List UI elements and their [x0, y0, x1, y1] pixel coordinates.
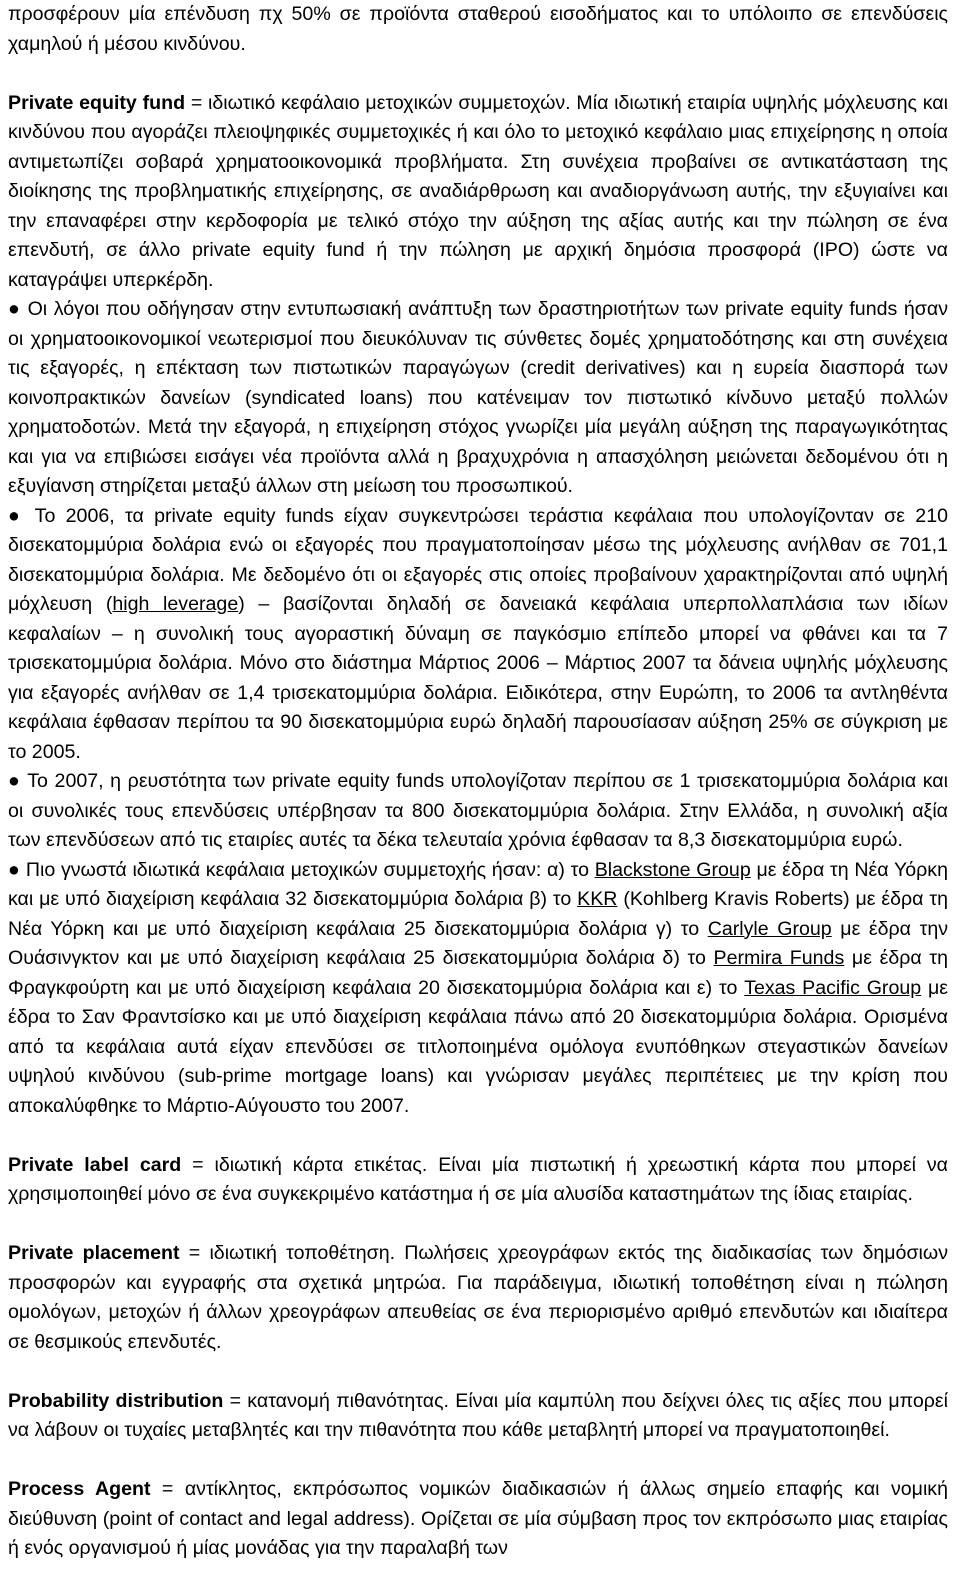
- entry-definition: = ιδιωτική τοποθέτηση. Πωλήσεις χρεογράφων εκτός της διαδικασίας των δημόσιων προσφορών και εγγραφής στα σχετικά μητρώα. Για παράδειγμα, ιδιωτική τοποθέτηση είναι η πώληση ομολόγων, μετοχών ή άλλων χρεογράφων απευθείας σε ένα περιορισμένο αριθμό επενδυτών και ιδιαίτερα σε θεσμικούς επενδυτές.: [8, 1242, 948, 1353]
- entry-definition: = ιδιωτική κάρτα ετικέτας. Είναι μία πιστωτική ή χρεωστική κάρτα που μπορεί να χρησιμοποιηθεί μόνο σε ένα συγκεκριμένο κατάστημα ή σε μία αλυσίδα καταστημάτων της ίδιας εταιρίας.: [8, 1153, 948, 1205]
- link-carlyle-group[interactable]: Carlyle Group: [707, 917, 832, 940]
- entry-term: Private equity fund: [8, 91, 186, 114]
- text-run: με έδρα τη Φραγκφούρτη και με υπό διαχείριση κεφάλαια 20 δισεκατομμύρια δολάρια και ε) το: [8, 947, 948, 999]
- entry-paragraph: [8, 89, 948, 296]
- link-blackstone-group[interactable]: Blackstone Group: [594, 858, 751, 881]
- entry-private-label-card: [8, 1151, 948, 1210]
- entry-term: Private placement: [8, 1242, 180, 1264]
- entry-private-placement: [8, 1239, 948, 1357]
- entry-private-equity-fund: [8, 89, 948, 1122]
- text-run: με έδρα το Σαν Φραντσίσκο και με υπό διαχείριση κεφάλαια πάνω από 20 δισεκατομμύρια δολάρια. Ορισμένα από τα κεφάλαια αυτά είχαν επενδύσει σε τιτλοποιημένα ομόλογα ενυπόθηκων στεγαστικών δανείων υψηλού κινδύνου (sub-prime mortgage loans) και γνώρισαν μεγάλες περιπέτειες με την κρίση που αποκαλύφθηκε το Μάρτιο-Αύγουστο του 2007.: [8, 976, 948, 1117]
- text-run: με έδρα την Ουάσινγκτον και με υπό διαχείριση κεφάλαια 25 δισεκατομμύρια δολάρια δ) το: [8, 917, 949, 969]
- entry-process-agent: [8, 1475, 948, 1564]
- entry-term: Process Agent: [8, 1478, 151, 1500]
- text-run: ● Το 2006, τα private equity funds είχαν συγκεντρώσει τεράστια κεφάλαια που υπολογίζονταν σε 210 δισεκατομμύρια δολάρια ενώ οι εξαγορές που πραγματοποίησαν μέσω της μόχλευσης ανήλθαν σε 701,1 δισεκατομμύρια δολάρια. Με δεδομένο ότι οι εξαγορές στις οποίες προβαίνουν χαρακτηρίζονται από υψηλή μόχλευση (: [8, 504, 948, 615]
- entry-probability-distribution: [8, 1387, 948, 1446]
- bullet-paragraph: ● Το 2007, η ρευστότητα των private equity funds υπολογίζοταν περίπου σε 1 τρισεκατομμύρια δολάρια και οι συνολικές τους επενδύσεις υπέρβησαν τα 800 δισεκατομμύρια δολάρια. Στην Ελλάδα, η συνολική αξία των επενδύσεων από τις εταιρίες αυτές τα δέκα τελευταία χρόνια έφθασαν τα 8,3 δισεκατομμύρια ευρώ.: [8, 770, 948, 851]
- text-run: ● Πιο γνωστά ιδιωτικά κεφάλαια μετοχικών συμμετοχής ήσαν: α) το: [8, 858, 595, 881]
- link-texas-pacific-group[interactable]: Texas Pacific Group: [744, 976, 922, 999]
- link-permira-funds[interactable]: Permira Funds: [713, 947, 845, 969]
- entry-definition: = ιδιωτικό κεφάλαιο μετοχικών συμμετοχών. Μία ιδιωτική εταιρία υψηλής μόχλευσης και κινδύνου που αγοράζει πλειοψηφικές συμμετοχικές ή και όλο το μετοχικό κεφάλαιο μιας επιχείρησης η οποία αντιμετωπίζει σοβαρά χρηματοοικονομικά προβλήματα. Στη συνέχεια προβαίνει σε αντικατάσταση της διοίκησης της προβληματικής επιχείρησης, σε αναδιάρθρωση και αναδιοργάνωση αυτής, την εξυγιαίνει και την επαναφέρει στην κερδοφορία με τελικό στόχο την αύξηση της αξίας αυτής και την πώληση σε ένα επενδυτή, σε άλλο private equity fund ή την πώληση με αρχική δημόσια προσφορά (IPO) ώστε να καταγράψει υπερκέρδη.: [8, 91, 948, 291]
- text-run: με έδρα τη Νέα Υόρκη και με υπό διαχείριση κεφάλαια 32 δισεκατομμύρια δολάρια β) το: [8, 858, 948, 910]
- text-run: (Kohlberg Kravis Roberts) με έδρα τη Νέα Υόρκη και με υπό διαχείριση κεφάλαια 25 δισεκατομμύρια δολάρια γ) το: [8, 888, 949, 940]
- entry-definition: = αντίκλητος, εκπρόσωπος νομικών διαδικασιών ή άλλως σημείο επαφής και νομική διεύθυνση (point of contact and legal address). Ορίζεται σε μία σύμβαση προς τον εκπρόσωπο μιας εταιρίας ή ενός οργανισμού ή μίας μονάδας για την παραλαβή των: [8, 1478, 948, 1559]
- entry-term: Private label card: [8, 1153, 182, 1176]
- entry-definition: = κατανομή πιθανότητας. Είναι μία καμπύλη που δείχνει όλες τις αξίες που μπορεί να λάβουν οι τυχαίες μεταβλητές και την πιθανότητα που κάθε μεταβλητή μπορεί να πραγματοποιηθεί.: [8, 1389, 949, 1441]
- bullet-paragraph: ● Οι λόγοι που οδήγησαν στην εντυπωσιακή ανάπτυξη των δραστηριοτήτων των private equity funds ήσαν οι χρηματοοικονομικοί νεωτερισμοί που διευκόλυναν τις σύνθετες δομές χρηματοδότησης και στη συνέχεια τις εξαγορές, η επέκταση των πιστωτικών παραγώγων (credit derivatives) και η ευρεία διασπορά των κοινοπρακτικών δανείων (syndicated loans) που κατένειμαν τον πιστωτικό κίνδυνο μεταξύ πολλών χρηματοδοτών. Μετά την εξαγορά, η επιχείρηση στόχος γνωρίζει μία μεγάλη αύξηση της παραγωγικότητας και για να επιβιώσει εισάγει νέα προϊόντα αλλά η βραχυχρόνια η απασχόληση μειώνεται δεδομένου ότι η εξυγίανση στηρίζεται μεταξύ άλλων στη μείωση του προσωπικού.: [8, 298, 948, 497]
- link-high-leverage[interactable]: high leverage: [112, 593, 239, 615]
- link-kkr[interactable]: KKR: [577, 888, 618, 910]
- bullet-paragraph: [8, 502, 948, 768]
- entry-term: Probability distribution: [8, 1389, 224, 1412]
- intro-paragraph: προσφέρουν μία επένδυση πχ 50% σε προϊόντα σταθερού εισοδήματος και το υπόλοιπο σε επενδύσεις χαμηλού ή μέσου κινδύνου.: [8, 3, 948, 55]
- text-run: ) – βασίζονται δηλαδή σε δανειακά κεφάλαια υπερπολλαπλάσια των ιδίων κεφαλαίων – η συνολική τους αγοραστική δύναμη σε παγκόσμιο επίπεδο μπορεί να φθάνει και τα 7 τρισεκατομμύρια δολάρια. Μόνο στο διάστημα Μάρτιος 2006 – Μάρτιος 2007 τα δάνεια υψηλής μόχλευσης για εξαγορές ανήλθαν σε 1,4 τρισεκατομμύρια δολάρια. Ειδικότερα, στην Ευρώπη, το 2006 τα αντληθέντα κεφάλαια έφθασαν περίπου τα 90 δισεκατομμύρια ευρώ δηλαδή παρουσίασαν αύξηση 25% σε σύγκριση με το 2005.: [8, 593, 948, 763]
- bullet-paragraph: [8, 856, 948, 1122]
